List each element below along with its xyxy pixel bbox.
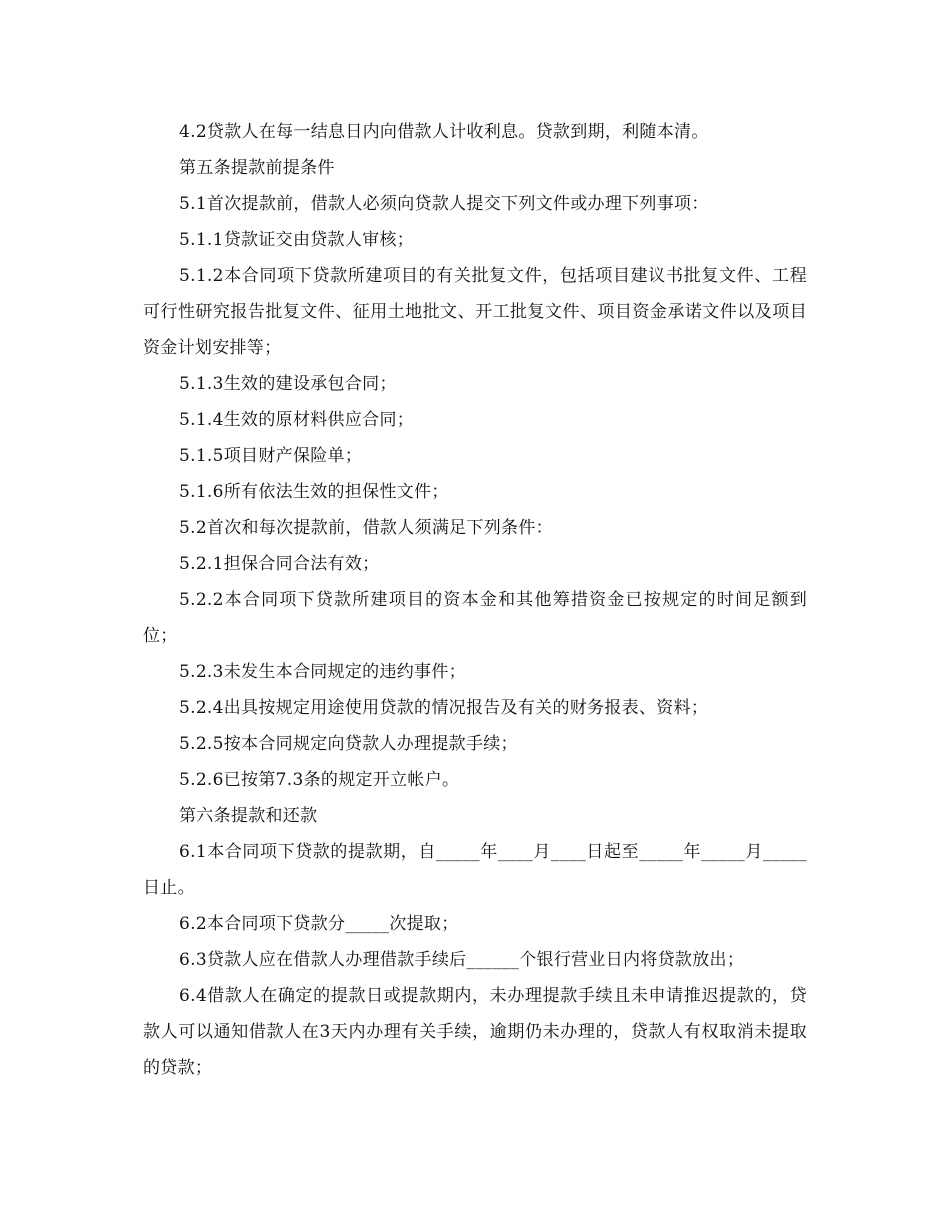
paragraph-5-2: 5.2首次和每次提款前，借款人须满足下列条件： [179,518,553,538]
paragraph-5-2-4: 5.2.4出具按规定用途使用贷款的情况报告及有关的财务报表、资料； [179,698,709,718]
article-6-heading: 第六条提款和还款 [179,806,318,826]
paragraph-5-2-3: 5.2.3未发生本合同规定的违约事件； [179,662,466,682]
paragraph-6-1: 6.1本合同项下贷款的提款期，自_____年____月____日起至_____年_____月_____日止。 [143,842,807,898]
paragraph-5-1-5: 5.1.5项目财产保险单； [179,446,363,466]
document-body [143,114,807,1086]
paragraph-5-2-5: 5.2.5按本合同规定向贷款人办理提款手续； [179,734,518,754]
paragraph-5-1: 5.1首次提款前，借款人必须向贷款人提交下列文件或办理下列事项： [179,194,709,214]
paragraph-5-2-6: 5.2.6已按第7.3条的规定开立帐户。 [179,770,460,790]
paragraph-5-1-2: 5.1.2本合同项下贷款所建项目的有关批复文件，包括项目建议书批复文件、工程可行性研究报告批复文件、征用土地批文、开工批复文件、项目资金承诺文件以及项目资金计划安排等； [143,266,807,358]
paragraph-6-3: 6.3贷款人应在借款人办理借款手续后______个银行营业日内将贷款放出； [179,950,745,970]
paragraph-6-2: 6.2本合同项下贷款分_____次提取； [179,914,459,934]
paragraph-5-2-2: 5.2.2本合同项下贷款所建项目的资本金和其他筹措资金已按规定的时间足额到位； [143,590,807,646]
paragraph-6-4: 6.4借款人在确定的提款日或提款期内，未办理提款手续且未申请推迟提款的，贷款人可以通知借款人在3天内办理有关手续，逾期仍未办理的，贷款人有权取消未提取的贷款； [143,986,807,1078]
paragraph-4-2: 4.2贷款人在每一结息日内向借款人计收利息。贷款到期，利随本清。 [179,122,709,142]
paragraph-5-1-1: 5.1.1贷款证交由贷款人审核； [179,230,415,250]
paragraph-5-1-4: 5.1.4生效的原材料供应合同； [179,410,415,430]
paragraph-5-1-3: 5.1.3生效的建设承包合同； [179,374,397,394]
paragraph-5-2-1: 5.2.1担保合同合法有效； [179,554,380,574]
article-5-heading: 第五条提款前提条件 [179,158,335,178]
paragraph-5-1-6: 5.1.6所有依法生效的担保性文件； [179,482,449,502]
